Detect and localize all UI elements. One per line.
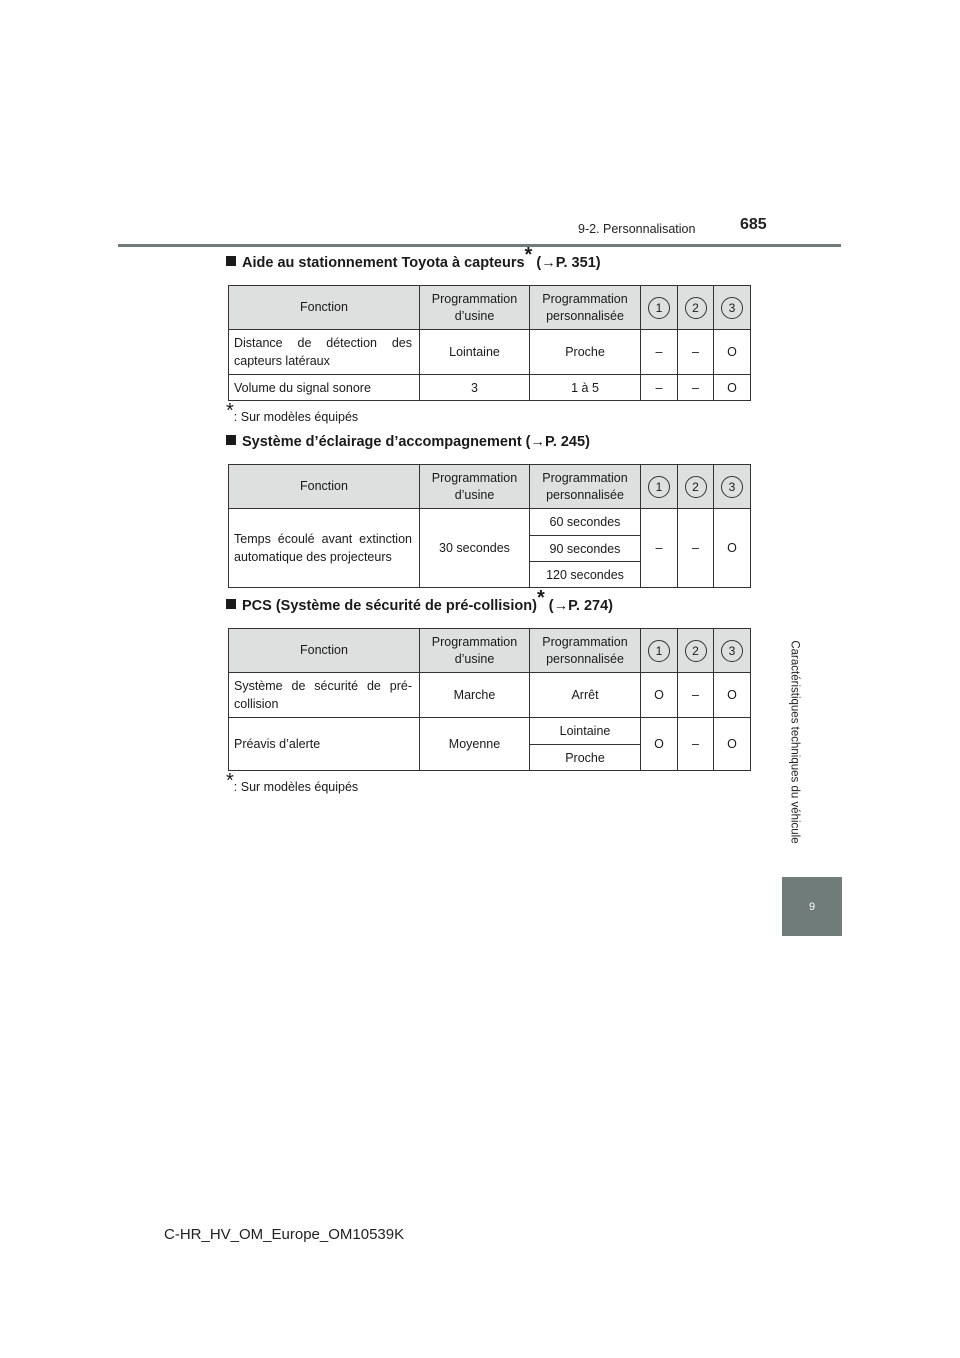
column-header-function: Fonction bbox=[229, 629, 420, 673]
settings-table-follow-me-lights bbox=[228, 464, 751, 588]
section-title-follow-me-lights: Système d’éclairage d’accompagnement (→P. 245) bbox=[226, 434, 590, 450]
chapter-title: Caractéristiques techniques du véhicule bbox=[789, 640, 802, 844]
table-row: Volume du signal sonore 3 1 à 5 – – O bbox=[229, 375, 751, 401]
column-header-custom: Programmation personnalisée bbox=[530, 465, 641, 509]
method-2-icon: 2 bbox=[685, 476, 707, 498]
table-row: Temps écoulé avant extinction automatique des projecteurs 30 secondes 60 secondes – – O bbox=[229, 509, 751, 536]
settings-table-pcs bbox=[228, 628, 751, 771]
method-2-icon: 2 bbox=[685, 640, 707, 662]
method-3-icon: 3 bbox=[721, 476, 743, 498]
column-header-factory: Programmation d’usine bbox=[420, 465, 530, 509]
table-row: Préavis d’alerte Moyenne Lointaine O – O bbox=[229, 718, 751, 745]
chapter-side-label bbox=[782, 612, 808, 872]
table-row: Proche bbox=[229, 745, 751, 771]
table-row: Distance de détection des capteurs latéraux Lointaine Proche – – O bbox=[229, 330, 751, 375]
column-header-custom: Programmation personnalisée bbox=[530, 629, 641, 673]
bullet-square-icon bbox=[226, 256, 236, 266]
table-header-row bbox=[229, 465, 751, 509]
section-title-parking-aid: Aide au stationnement Toyota à capteurs* (→P. 351) bbox=[226, 255, 601, 271]
table-header-row bbox=[229, 286, 751, 330]
document-id: C-HR_HV_OM_Europe_OM10539K bbox=[164, 1226, 405, 1243]
method-3-icon: 3 bbox=[721, 640, 743, 662]
method-1-icon: 1 bbox=[648, 476, 670, 498]
bullet-square-icon bbox=[226, 599, 236, 609]
section-label: 9-2. Personnalisation bbox=[578, 222, 696, 236]
column-header-factory: Programmation d’usine bbox=[420, 286, 530, 330]
table-row: 120 secondes bbox=[229, 562, 751, 588]
page-number: 685 bbox=[740, 216, 767, 233]
chapter-tab bbox=[782, 877, 842, 936]
column-header-custom: Programmation personnalisée bbox=[530, 286, 641, 330]
method-2-icon: 2 bbox=[685, 297, 707, 319]
section-title-pcs: PCS (Système de sécurité de pré-collision)* (→P. 274) bbox=[226, 598, 613, 614]
table-header-row bbox=[229, 629, 751, 673]
method-1-icon: 1 bbox=[648, 297, 670, 319]
method-3-icon: 3 bbox=[721, 297, 743, 319]
footnote: *: Sur modèles équipés bbox=[226, 770, 359, 794]
table-row: 90 secondes bbox=[229, 536, 751, 562]
column-header-function: Fonction bbox=[229, 286, 420, 330]
method-1-icon: 1 bbox=[648, 640, 670, 662]
table-row: Système de sécurité de pré-collision Marche Arrêt O – O bbox=[229, 673, 751, 718]
column-header-factory: Programmation d’usine bbox=[420, 629, 530, 673]
chapter-number: 9 bbox=[808, 900, 816, 913]
page-reference: (→P. 245) bbox=[521, 434, 590, 450]
footnote: *: Sur modèles équipés bbox=[226, 400, 359, 424]
header-divider bbox=[118, 244, 841, 247]
settings-table-parking-aid bbox=[228, 285, 751, 401]
page-reference: (→P. 274) bbox=[544, 598, 613, 614]
column-header-function: Fonction bbox=[229, 465, 420, 509]
bullet-square-icon bbox=[226, 435, 236, 445]
page-reference: (→P. 351) bbox=[532, 255, 601, 271]
